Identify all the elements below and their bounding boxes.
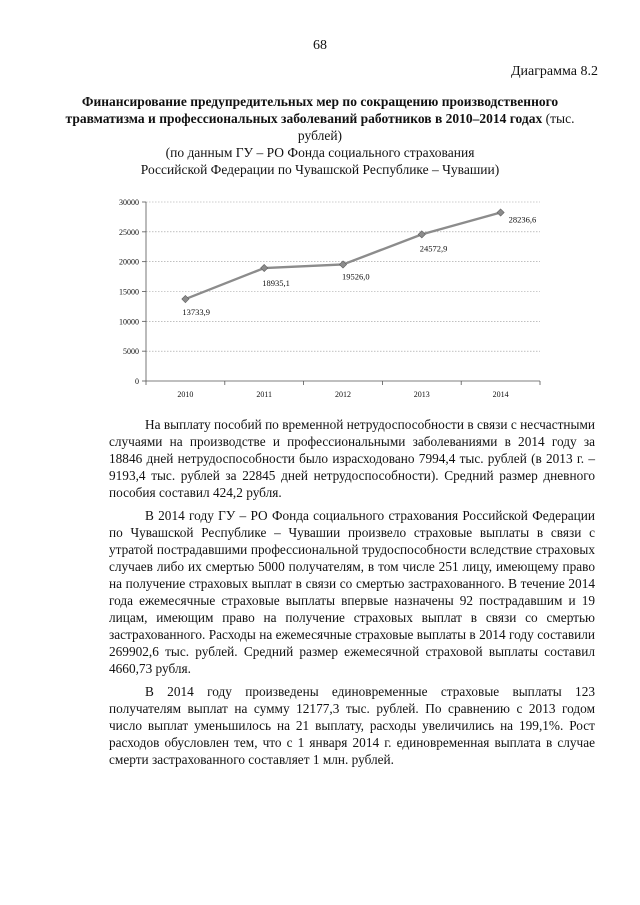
series-line [185,213,500,300]
diagram-label: Диаграмма 8.2 [510,64,598,79]
heading-bold: Финансирование предупредительных мер по сокращению производственного травматизма и профессиональных заболеваний работников в 2010–2014 годах [65,94,559,126]
body-text [109,416,595,774]
y-tick-label: 30000 [119,198,139,207]
paragraph-3: В 2014 году произведены единовременные страховые выплаты 123 получателям выплат на сумму 12177,3 тыс. рублей. По сравнению с 2013 годом число выплат уменьшилось на 21 выплату, расходы увеличились на 199,1%. Рост расходов обусловлен тем, что с 1 января 2014 г. единовременная выплата в случае смерти застрахованного составляет 1 млн. рублей. [109,684,595,767]
y-tick-label: 20000 [119,257,139,267]
x-tick-label: 2010 [177,390,194,399]
data-label: 28236,6 [508,214,537,225]
data-point-marker [339,261,346,268]
page-number: 68 [313,38,327,53]
heading-source-line2: Российской Федерации по Чувашской Республике – Чувашии) [140,162,500,177]
data-label: 24572,9 [419,243,448,254]
y-tick-label: 10000 [119,317,139,327]
paragraph-2: В 2014 году ГУ – РО Фонда социального страхования Российской Федерации по Чувашской Республике – Чувашии произвело страховые выплаты в связи с утратой пострадавшими профессиональной трудоспособности вследствие страховых случаев либо их смертью 5000 получателям, в том числе 251 лицу, имеющему право на получение страховых выплат в связи со смертью застрахованного. В течение 2014 года ежемесячные страховые выплаты впервые назначены 92 пострадавшим и 19 лицам, имеющим право на получение страховых выплат в связи со смертью застрахованного. Расходы на ежемесячные страховые выплаты в 2014 году составили 269902,6 тыс. рублей. Средний размер ежемесячной страховой выплаты составил 4660,73 рубля. [109,508,595,676]
x-tick-label: 2014 [492,390,509,399]
x-tick-label: 2012 [335,390,351,399]
heading-source-line1: (по данным ГУ – РО Фонда социального страхования [165,145,475,160]
x-tick-label: 2011 [256,390,273,399]
y-tick-label: 0 [135,377,139,386]
x-tick-label: 2013 [413,390,430,399]
y-tick-label: 15000 [119,287,139,297]
data-point-marker [182,295,189,302]
y-axis [119,198,146,386]
x-axis [146,381,540,399]
paragraph-1: На выплату пособий по временной нетрудоспособности в связи с несчастными случаями на производстве и профессиональными заболеваниями в 2014 году за 18846 дней нетрудоспособности было израсходовано 7994,4 тыс. рублей (в 2013 г. – 9193,4 тыс. рублей за 22845 дней нетрудоспособности). Средний размер дневного пособия составил 424,2 рубля. [109,417,595,500]
y-tick-label: 5000 [123,347,139,357]
y-tick-label: 25000 [119,227,139,237]
data-label: 18935,1 [262,278,290,289]
chart-heading [60,93,580,178]
heading-unit: (тыс. рублей) [297,111,575,143]
series-line-group [182,209,504,303]
data-labels [182,215,536,318]
line-chart [100,190,550,408]
data-label: 19526,0 [342,271,370,282]
data-point-marker [497,209,504,216]
data-point-marker [261,264,268,271]
data-label: 13733,9 [182,307,211,318]
